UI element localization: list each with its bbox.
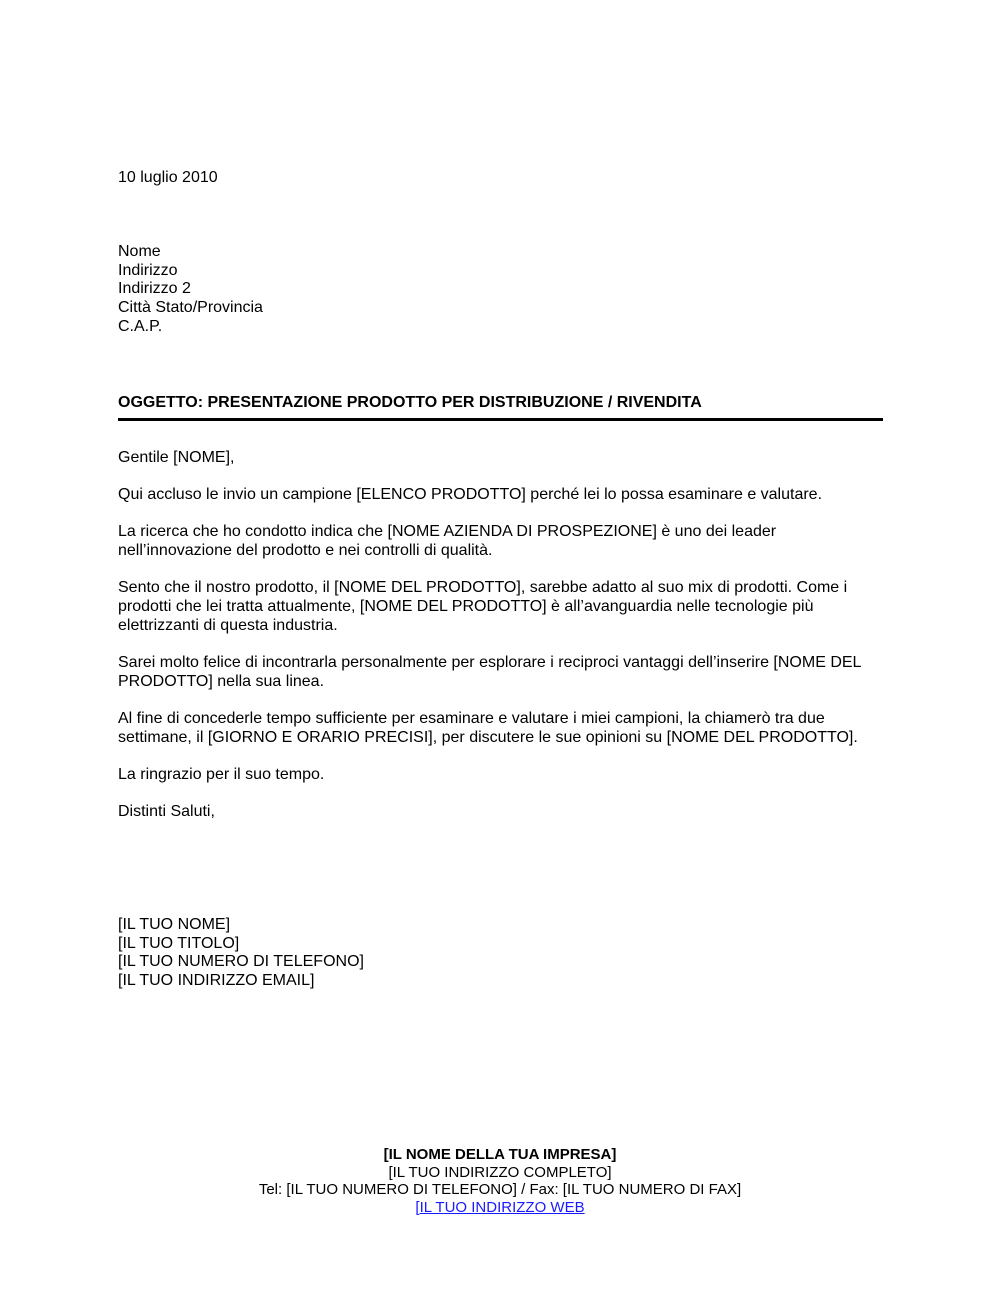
recipient-zip: C.A.P.: [118, 317, 163, 335]
body-paragraph-2: La ricerca che ho condotto indica che [NOME AZIENDA DI PROSPEZIONE] è uno dei leader nell’innovazione del prodotto e nei controlli di qualità.: [118, 523, 777, 560]
footer-website-link[interactable]: [IL TUO INDIRIZZO WEB: [415, 1198, 585, 1216]
signature-name: [IL TUO NOME]: [118, 916, 231, 933]
footer-address: [IL TUO INDIRIZZO COMPLETO]: [388, 1163, 612, 1181]
recipient-city-state: Città Stato/Provincia: [118, 299, 263, 317]
letter-subject: OGGETTO: PRESENTAZIONE PRODOTTO PER DISTRIBUZIONE / RIVENDITA: [118, 394, 702, 411]
subject-divider: [118, 418, 883, 421]
letter-body: [118, 449, 888, 840]
signature-email: [IL TUO INDIRIZZO EMAIL]: [118, 972, 315, 990]
signature-phone: [IL TUO NUMERO DI TELEFONO]: [118, 953, 364, 971]
body-paragraph-1: Qui accluso le invio un campione [ELENCO PRODOTTO] perché lei lo possa esaminare e valutare.: [118, 486, 823, 504]
salutation: Gentile [NOME],: [118, 449, 235, 466]
signature-block: [118, 916, 364, 991]
signature-title: [IL TUO TITOLO]: [118, 934, 240, 952]
body-paragraph-4: Sarei molto felice di incontrarla personalmente per esplorare i reciproci vantaggi dell’inserire [NOME DEL PRODOTTO] nella sua linea.: [118, 653, 861, 690]
recipient-address: [118, 243, 263, 337]
recipient-address-line-2: Indirizzo 2: [118, 280, 191, 298]
body-paragraph-6: La ringrazio per il suo tempo.: [118, 765, 325, 783]
footer-company-name: [IL NOME DELLA TUA IMPRESA]: [383, 1146, 617, 1163]
body-paragraph-3: Sento che il nostro prodotto, il [NOME DEL PRODOTTO], sarebbe adatto al suo mix di prodotti. Come i prodotti che lei tratta attualmente, [NOME DEL PRODOTTO] è all’avanguardia nelle tecnologie più elettrizzanti di questa industria.: [118, 579, 848, 634]
recipient-address-line-1: Indirizzo: [118, 261, 178, 279]
recipient-name: Nome: [118, 243, 161, 260]
footer-contacts: Tel: [IL TUO NUMERO DI TELEFONO] / Fax: [IL TUO NUMERO DI FAX]: [258, 1181, 742, 1198]
body-paragraph-5: Al fine di concederle tempo sufficiente per esaminare e valutare i miei campioni, la chiamerò tra due settimane, il [GIORNO E ORARIO PRECISI], per discutere le sue opinioni su [NOME DEL PRODOTTO].: [118, 709, 858, 746]
closing: Distinti Saluti,: [118, 802, 215, 820]
letterhead-footer: [0, 1146, 1000, 1216]
letter-date: 10 luglio 2010: [118, 169, 218, 186]
